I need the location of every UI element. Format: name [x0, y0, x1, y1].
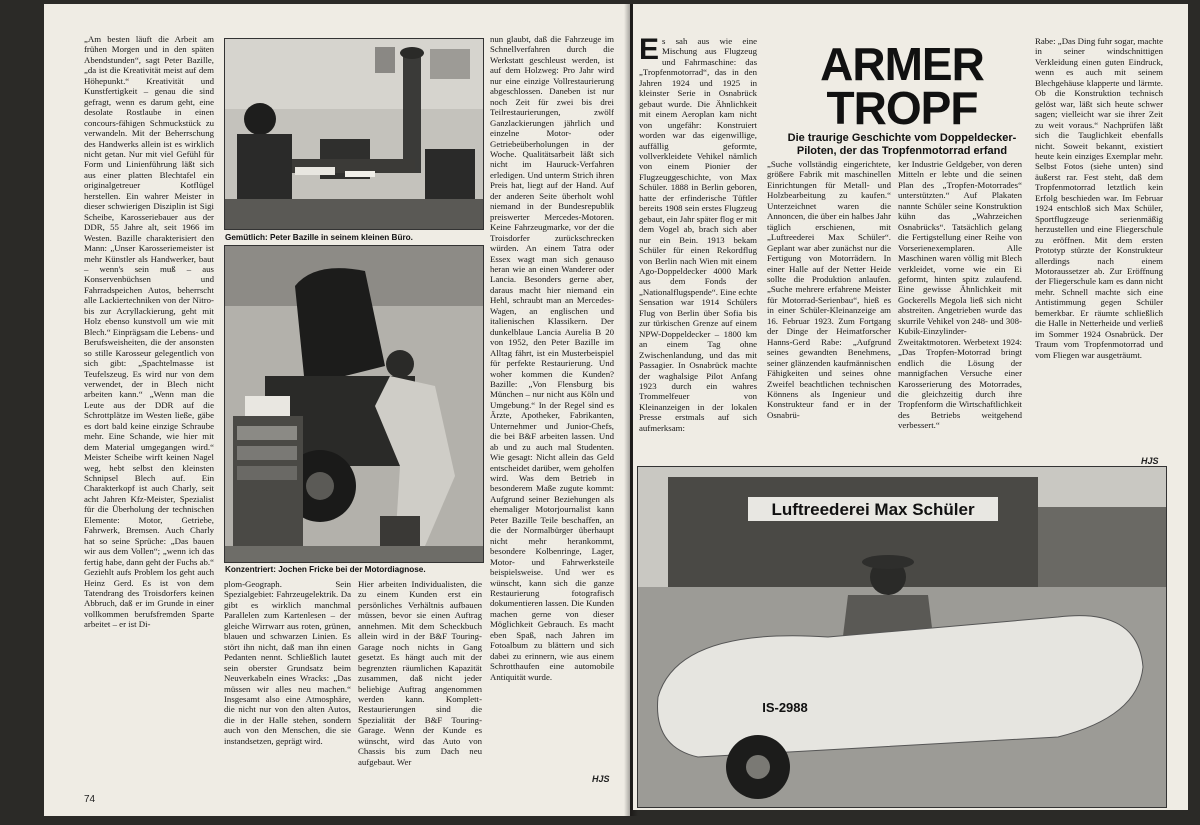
engine-photo	[224, 245, 484, 563]
article-column-1	[84, 34, 214, 630]
office-photo-caption: Gemütlich: Peter Bazille in seinem kleinen Büro.	[225, 233, 413, 242]
headline-line-2: TROPF	[826, 82, 978, 134]
engine-photo-caption: Konzentriert: Jochen Fricke bei der Motordiagnose.	[225, 565, 426, 574]
article-column-3	[358, 579, 482, 767]
article-headline	[773, 38, 1031, 134]
office-photo	[224, 38, 484, 230]
engine-photo-illustration	[225, 246, 483, 562]
page-number: 74	[84, 794, 96, 805]
license-plate: IS-2988	[762, 700, 808, 715]
story-column-3-text: ker Industrie Geldgeber, von deren Mitteln er lebte und die seinen Plan des „Tropfen-Motorrades“ unterstützten.“ Auf Plakaten nannte Schüler seine Konstruktion kühn das „Wahrzeichen Osnabrücks“. Tatsächlich gelang die Fertigstellung einer Reihe von Vorserienexemplaren. Alle Maschinen waren völlig mit Blech verkleidet, vorne wie ein Ei geformt, hinten spitz zulaufend. Eine gewisse Ähnlichkeit mit Gockerells Megola ließ sich nicht abstreiten. Angetrieben wurde das skurrile Vehikel von 248- und 308-Kubik-Einzylinder-Zweitaktmotoren. Werbetext 1924: „Das Tropfen-Motorrad bringt endlich die Lösung der mannigfachen Versuche einer Karosserierung des Motorrades, die gleichzeitig durch ihre Tropfenform die Wirtschaftlichkeit des Betriebs weitgehend verbessert.“	[898, 159, 1022, 431]
article-column-4	[490, 34, 614, 682]
headline-line-1: ARMER	[820, 38, 984, 90]
column-1-text: „Am besten läuft die Arbeit am frühen Morgen und in den späten Abendstunden“, sagt Peter Bazille, „da ist die Kreativität meist auf dem Höhepunkt.“ Kreativität und Kunstfertigkeit – genau die sind gefragt, wenn es darum geht, eine desolate Rostlaube in einen concours-fähigen Schmuckstück zu verwandeln. Mit der Beherrschung des Handwerks allein ist es wirklich nicht getan. Nur mit viel Gefühl für Form und Linienführung läßt sich aus einer platten Blechtafel ein originalgetreuer Kotflügel herstellen. Ein wahrer Meister in dieser schwierigen Disziplin ist Sigi Scheibe, Karosseriebauer aus der DDR, 55 Jahre alt, seit 1966 im Westen. Bazille charakterisiert den Mann: „Unser Karosseriemeister ist mehr Künstler als Handwerker, baut – wenn's sein muß – aus Konservenbüchsen und Fahrradspeichen Autos, beherrscht alle Lackiertechniken von der Nitro- bis zur Acryllackierung, geht mit Holz ebenso kunstvoll um wie mit Blech.“ Einprägsam die Lebens- und Berufsweisheiten, die der ansonsten so stille Karosseur gelegentlich von sich gibt: „Spachtelmasse ist Teufelszeug. Es wird nur von dem verwendet, der in Blech nicht arbeiten kann.“ „Wenn man die Leute aus der DDR auf die Schrottplätze im Westen ließe, gäbe es dort bald keine einzige Schraube mehr. Eine Schande, wie hier mit dem Material umgegangen wird.“ Meister Scheibe wirft keinen Nagel weg, hebt selbst den kleinsten Schnipsel Blech auf. Ein Charakterkopf ist auch Charly, seit acht Jahren Kfz-Meister, Spezialist für die Überholung der technischen Elemente: Motor, Getriebe, Fahrwerk, Bremsen. Auch Charly hat so seine Sprüche: „Das bauen wir aus dem Vollen“; „wenn ich das fertig habe, dann geht der Fuchs ab.“ Geziehlt aufs Problem los geht auch Heinz Gerd. Es ist von dem Tatendrang des Troisdorfers keinen Abbruch, daß er im Grunde in einer vollkommen berufsfremden Sparte arbeitet – er ist Di-	[84, 34, 214, 630]
tropfen-motorrad-photo	[637, 466, 1167, 808]
left-signature: HJS	[592, 774, 610, 784]
left-page	[44, 4, 630, 816]
article-subheadline: Die traurige Geschichte vom Doppeldecker-Piloten, der das Tropfenmotorrad erfand	[787, 132, 1017, 157]
story-column-4-text: Rabe: „Das Ding fuhr sogar, machte in seiner windschnittigen Verkleidung einen guten Eindruck, wenn es auch mit seinem Blechgehäuse klapperte und lärmte. Ob die Konstruktion technisch gelöst war, läßt sich heute schwer sagen; vielleicht war sie ihrer Zeit zu weit voraus.“ Nachprüfen läßt sich die Tauglichkeit ebenfalls nicht. Soweit bekannt, existiert heute kein einziges Exemplar mehr. Selbst Fotos (siehe unten) sind äußerst rar. Fest steht, daß dem Tropfenmotorrad letztlich kein Erfolg beschieden war. Im Februar 1924 entschloß sich Max Schüler, Sportflugzeuge serienmäßig herzustellen und eine Fliegerschule zu eröffnen. Mit dem ersten Prototyp stürzte der Konstrukteur allerdings nach einem Motoraussetzer ab. Zur Eröffnung der Fliegerschule kam es dann nicht mehr. Schnell machte sich eine Antistimmung gegen Schüler bemerkbar. Er räumte schließlich die Halle in Netterheide und verließ im Sommer 1924 Osnabrück. Der Traum vom Tropfenmotorrad und vom Fliegen war ausgeträumt.	[1035, 36, 1163, 360]
column-2-text: plom-Geograph. Sein Spezialgebiet: Fahrzeugelektrik. Da gibt es wirklich manchmal Parallelen zum Kartenlesen – der gleiche Wirrwarr aus roten, grünen, blauen und schwarzen Linien. Es stört ihn nicht, daß man ihn einen Pedanten nennt. Schließlich lautet sein oberster Grundsatz beim Neuverkabeln eines Wracks: „Das müssen wir alles neu machen.“ Insgesamt also eine Atmosphäre, die nicht nur von den alten Autos, die in der Halle stehen, sondern auch von den Menschen, die sie instandsetzen, geprägt wird.	[224, 579, 351, 746]
hangar-sign: Luftreederei Max Schüler	[771, 500, 975, 519]
story-column-2-text: „Suche vollständig eingerichtete, größere Fabrik mit maschinellen Einrichtungen für Metall- und Holzbearbeitung zu kaufen.“ Unterzeichnet waren die Annoncen, die über ein halbes Jahr täglich erschienen, mit „Luftreederei Max Schüler“. Geplant war aber zunächst nur die Fertigung von Motorrädern. In einer Halle auf der Netter Heide sollte die Produktion anlaufen. „Suche mehrere erfahrene Meister für Motorrad-Serienbau“, hieß es in einer Schüler-Kleinanzeige am 16. Februar 1923. Zum Fortgang der Dinge der Heimatforscher Hanns-Gerd Rabe: „Aufgrund seines gewandten Benehmens, seiner glänzenden kaufmännischen Fähigkeiten und seines ohne Zweifel beachtlichen technischen Könnens als Ingenieur und Konstrukteur fand er in der Osnabrü-	[767, 159, 891, 420]
story-column-3	[898, 159, 1022, 431]
story-column-4	[1035, 36, 1163, 360]
story-column-1	[639, 33, 757, 433]
column-3-text: Hier arbeiten Individualisten, die zu einem Kunden erst ein persönliches Verhältnis aufbauen müssen, bevor sie einen Auftrag annehmen. Mit dem Scheckbuch allein wird in der B&F Touring-Garage noch nichts in Gang gesetzt. Es hängt auch mit der begrenzten räumlichen Kapazität zusammen, daß nicht jeder beliebige Auftrag angenommen werden kann. Komplett-Restaurierungen sind die Spezialität der B&F Touring-Garage. Wenn der Kunde es wünscht, wird das Auto von Chassis bis zum Dach neu aufgebaut. Wer	[358, 579, 482, 767]
drop-cap: E	[639, 33, 660, 66]
office-photo-illustration	[225, 39, 483, 229]
column-4-text: nun glaubt, daß die Fahrzeuge im Schnellverfahren durch die Werkstatt geschleust werden, ist auf dem Holzweg: Pro Jahr wird nur eine einzige Vollrestaurierung abgeschlossen. Daneben ist nur noch Zeit für zwei bis drei Teilrestaurierungen, zwölf Ganzlackierungen jährlich und einzelne Motor- oder Getriebeüberholungen in der Woche. Qualitätsarbeit läßt sich nicht im Hauruck-Verfahren erledigen. Und unterm Strich ihren Preis hat, liegt auf der Hand. Auf der anderen Seite überholt wohl niemand in der Bundesrepublik preiswerter Mercedes-Motoren. Keine Fahrzeugmarke, vor der die Troisdorfer zurückschrecken würden. An einem Tatra oder Essex wagt man sich genauso heran wie an einen Wanderer oder Lancia. Besonders gerne aber, daraus macht hier niemand ein Hehl, schraubt man an Mercedes-Wagen, an englischen und italienischen Klassikern. Der dunkelblaue Lancia Aurelia B 20 von 1952, den Peter Bazille im Alltag fährt, ist ein Musterbeispiel für perfekte Restaurierung. Und woher kommen die Kunden? Bazille: „Von Flensburg bis München – nur nicht aus Köln und Umgebung.“ In der Regel sind es Ärzte, Apotheker, Fabrikanten, Unternehmer und Junior-Chefs, die bei B&F arbeiten lassen. Und ab und zu auch mal Studenten. Wie gesagt: Nicht allein das Geld entscheidet darüber, wem geholfen wird. Was dem Betrieb in besonderem Maße zugute kommt: Aufgrund seiner Beziehungen als ehemaliger Motorjournalist kann Peter Bazille Teile beschaffen, an die der Normalbürger überhaupt nicht mehr herankommt, besondere Kolbenringe, Lager, Motor- und Fahrwerksteile beispielsweise. Und wer es wünscht, kann sich die ganze Restaurierung fotografisch dokumentieren lassen. Die Kunden machen gerne von dieser Möglichkeit Gebrauch. Es macht eben Spaß, nach Jahren im Fotoalbum zu blättern und sich dabei zu erinnern, wie aus einem Schrotthaufen eine automobile Antiquität wurde.	[490, 34, 614, 682]
story-column-1-text: s sah aus wie eine Mischung aus Flugzeug und Fahrmaschine: das „Tropfenmotorrad“, das in den Jahren 1924 und 1925 in kleinster Serie in Osnabrück gebaut wurde. Die Ähnlichkeit mit einem Aeroplan kam nicht von ungefähr: Konstruiert worden war das eigenwillige, auffällig geformte, vollverkleidete Vehikel nämlich von einem Pionier der Flugzeuggeschichte, von Max Schüler. 1888 in Berlin geboren, hatte der erfinderische Tüftler bereits 1908 sein erstes Flugzeug gebaut, ein Jahr später flog er mit dem Vogel ab, brach sich aber nur ein Bein. 1913 bekam Schüler für einen Rekordflug von Berlin nach Wien mit einem Ago-Doppeldecker 4000 Mark aus dem Fonds der „Nationalflugspende“. Eine echte Sensation war 1914 Schülers Flug von Berlin über Sofia bis zur türkischen Grenze auf einem NPW-Doppeldecker – 1800 km an einem Tag ohne Zwischenlandung, und das mit Passagier. In Osnabrück machte der waghalsige Pilot Anfang 1923 durch ein wahres Trommelfeuer von Kleinanzeigen in der lokalen Presse erstmals auf sich aufmerksam:	[639, 36, 757, 433]
article-column-2	[224, 579, 351, 746]
right-signature: HJS	[1141, 456, 1159, 466]
right-page	[633, 4, 1188, 810]
story-column-2	[767, 159, 891, 420]
